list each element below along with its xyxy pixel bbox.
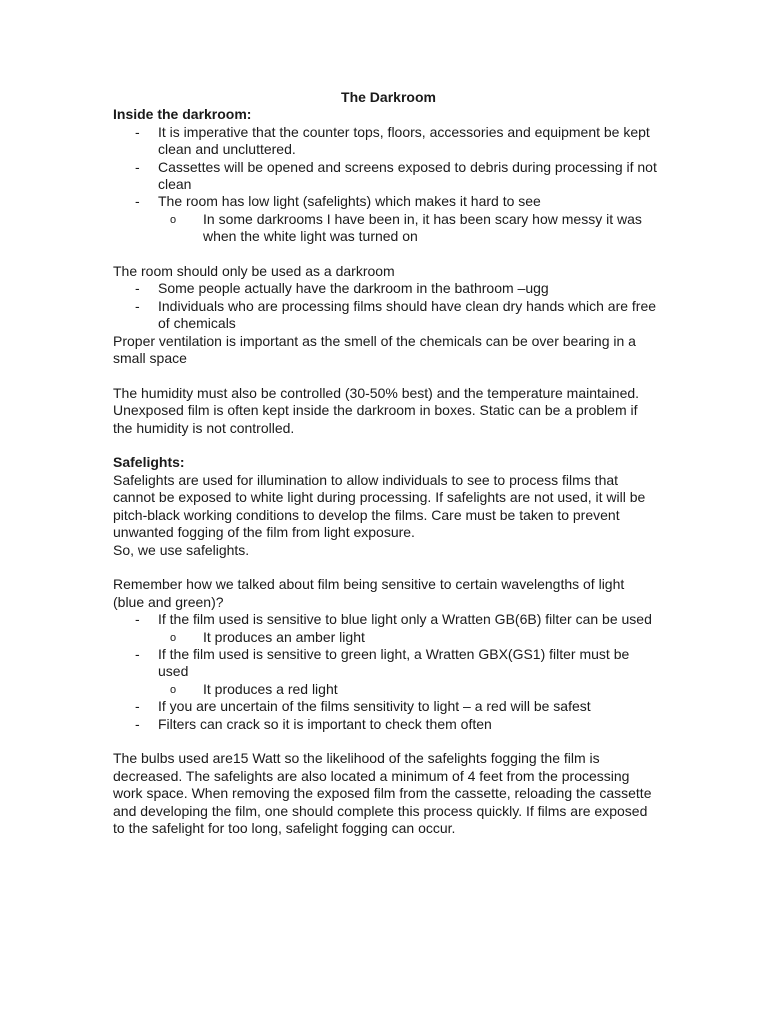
list-item: - Individuals who are processing films should have clean dry hands which are free of chemicals: [113, 298, 658, 333]
safelights-summary: So, we use safelights.: [113, 541, 250, 558]
room-usage-list: [113, 280, 658, 332]
room-usage-paragraph: The room should only be used as a darkroom: [113, 263, 395, 280]
wavelength-paragraph: Remember how we talked about film being sensitive to certain wavelengths of light (blue and green)?: [113, 576, 625, 610]
list-item: - The room has low light (safelights) which makes it hard to see: [113, 193, 658, 210]
list-item: - Some people actually have the darkroom in the bathroom –ugg: [113, 280, 658, 297]
list-item: - It is imperative that the counter tops, floors, accessories and equipment be kept clean and uncluttered.: [113, 124, 658, 159]
sub-list-item: o It produces an amber light: [113, 629, 658, 646]
inside-darkroom-heading: Inside the darkroom:: [113, 106, 252, 123]
list-item: - If you are uncertain of the films sensitivity to light – a red will be safest: [113, 698, 658, 715]
filter-list: [113, 611, 658, 733]
list-item: - If the film used is sensitive to green light, a Wratten GBX(GS1) filter must be used: [113, 646, 658, 681]
safelights-paragraph: Safelights are used for illumination to allow individuals to see to process films that cannot be exposed to white light during processing. If safelights are not used, it will be pitch-black working conditions to develop the films. Care must be taken to prevent unwanted fogging of the film from light exposure.: [113, 471, 646, 541]
document-page: [113, 89, 658, 837]
list-item: - If the film used is sensitive to blue light only a Wratten GB(6B) filter can be used: [113, 611, 658, 628]
document-title: The Darkroom: [341, 89, 436, 105]
list-item: - Cassettes will be opened and screens exposed to debris during processing if not clean: [113, 159, 658, 194]
list-item: - Filters can crack so it is important to check them often: [113, 716, 658, 733]
safelights-heading: Safelights:: [113, 454, 185, 471]
inside-darkroom-list: [113, 124, 658, 246]
humidity-paragraph: The humidity must also be controlled (30-50% best) and the temperature maintained. Unexposed film is often kept inside the darkroom in boxes. Static can be a problem if the humidity is not controlled.: [113, 384, 640, 436]
bulbs-paragraph: The bulbs used are15 Watt so the likelihood of the safelights fogging the film is decreased. The safelights are also located a minimum of 4 feet from the processing work space. When removing the exposed film from the cassette, reloading the cassette and developing the film, one should complete this process quickly. If films are exposed to the safelight for too long, safelight fogging can occur.: [113, 750, 652, 836]
sub-list-item: o In some darkrooms I have been in, it has been scary how messy it was when the white light was turned on: [113, 211, 658, 246]
ventilation-paragraph: Proper ventilation is important as the smell of the chemicals can be over bearing in a small space: [113, 332, 636, 367]
sub-list-item: o It produces a red light: [113, 681, 658, 698]
